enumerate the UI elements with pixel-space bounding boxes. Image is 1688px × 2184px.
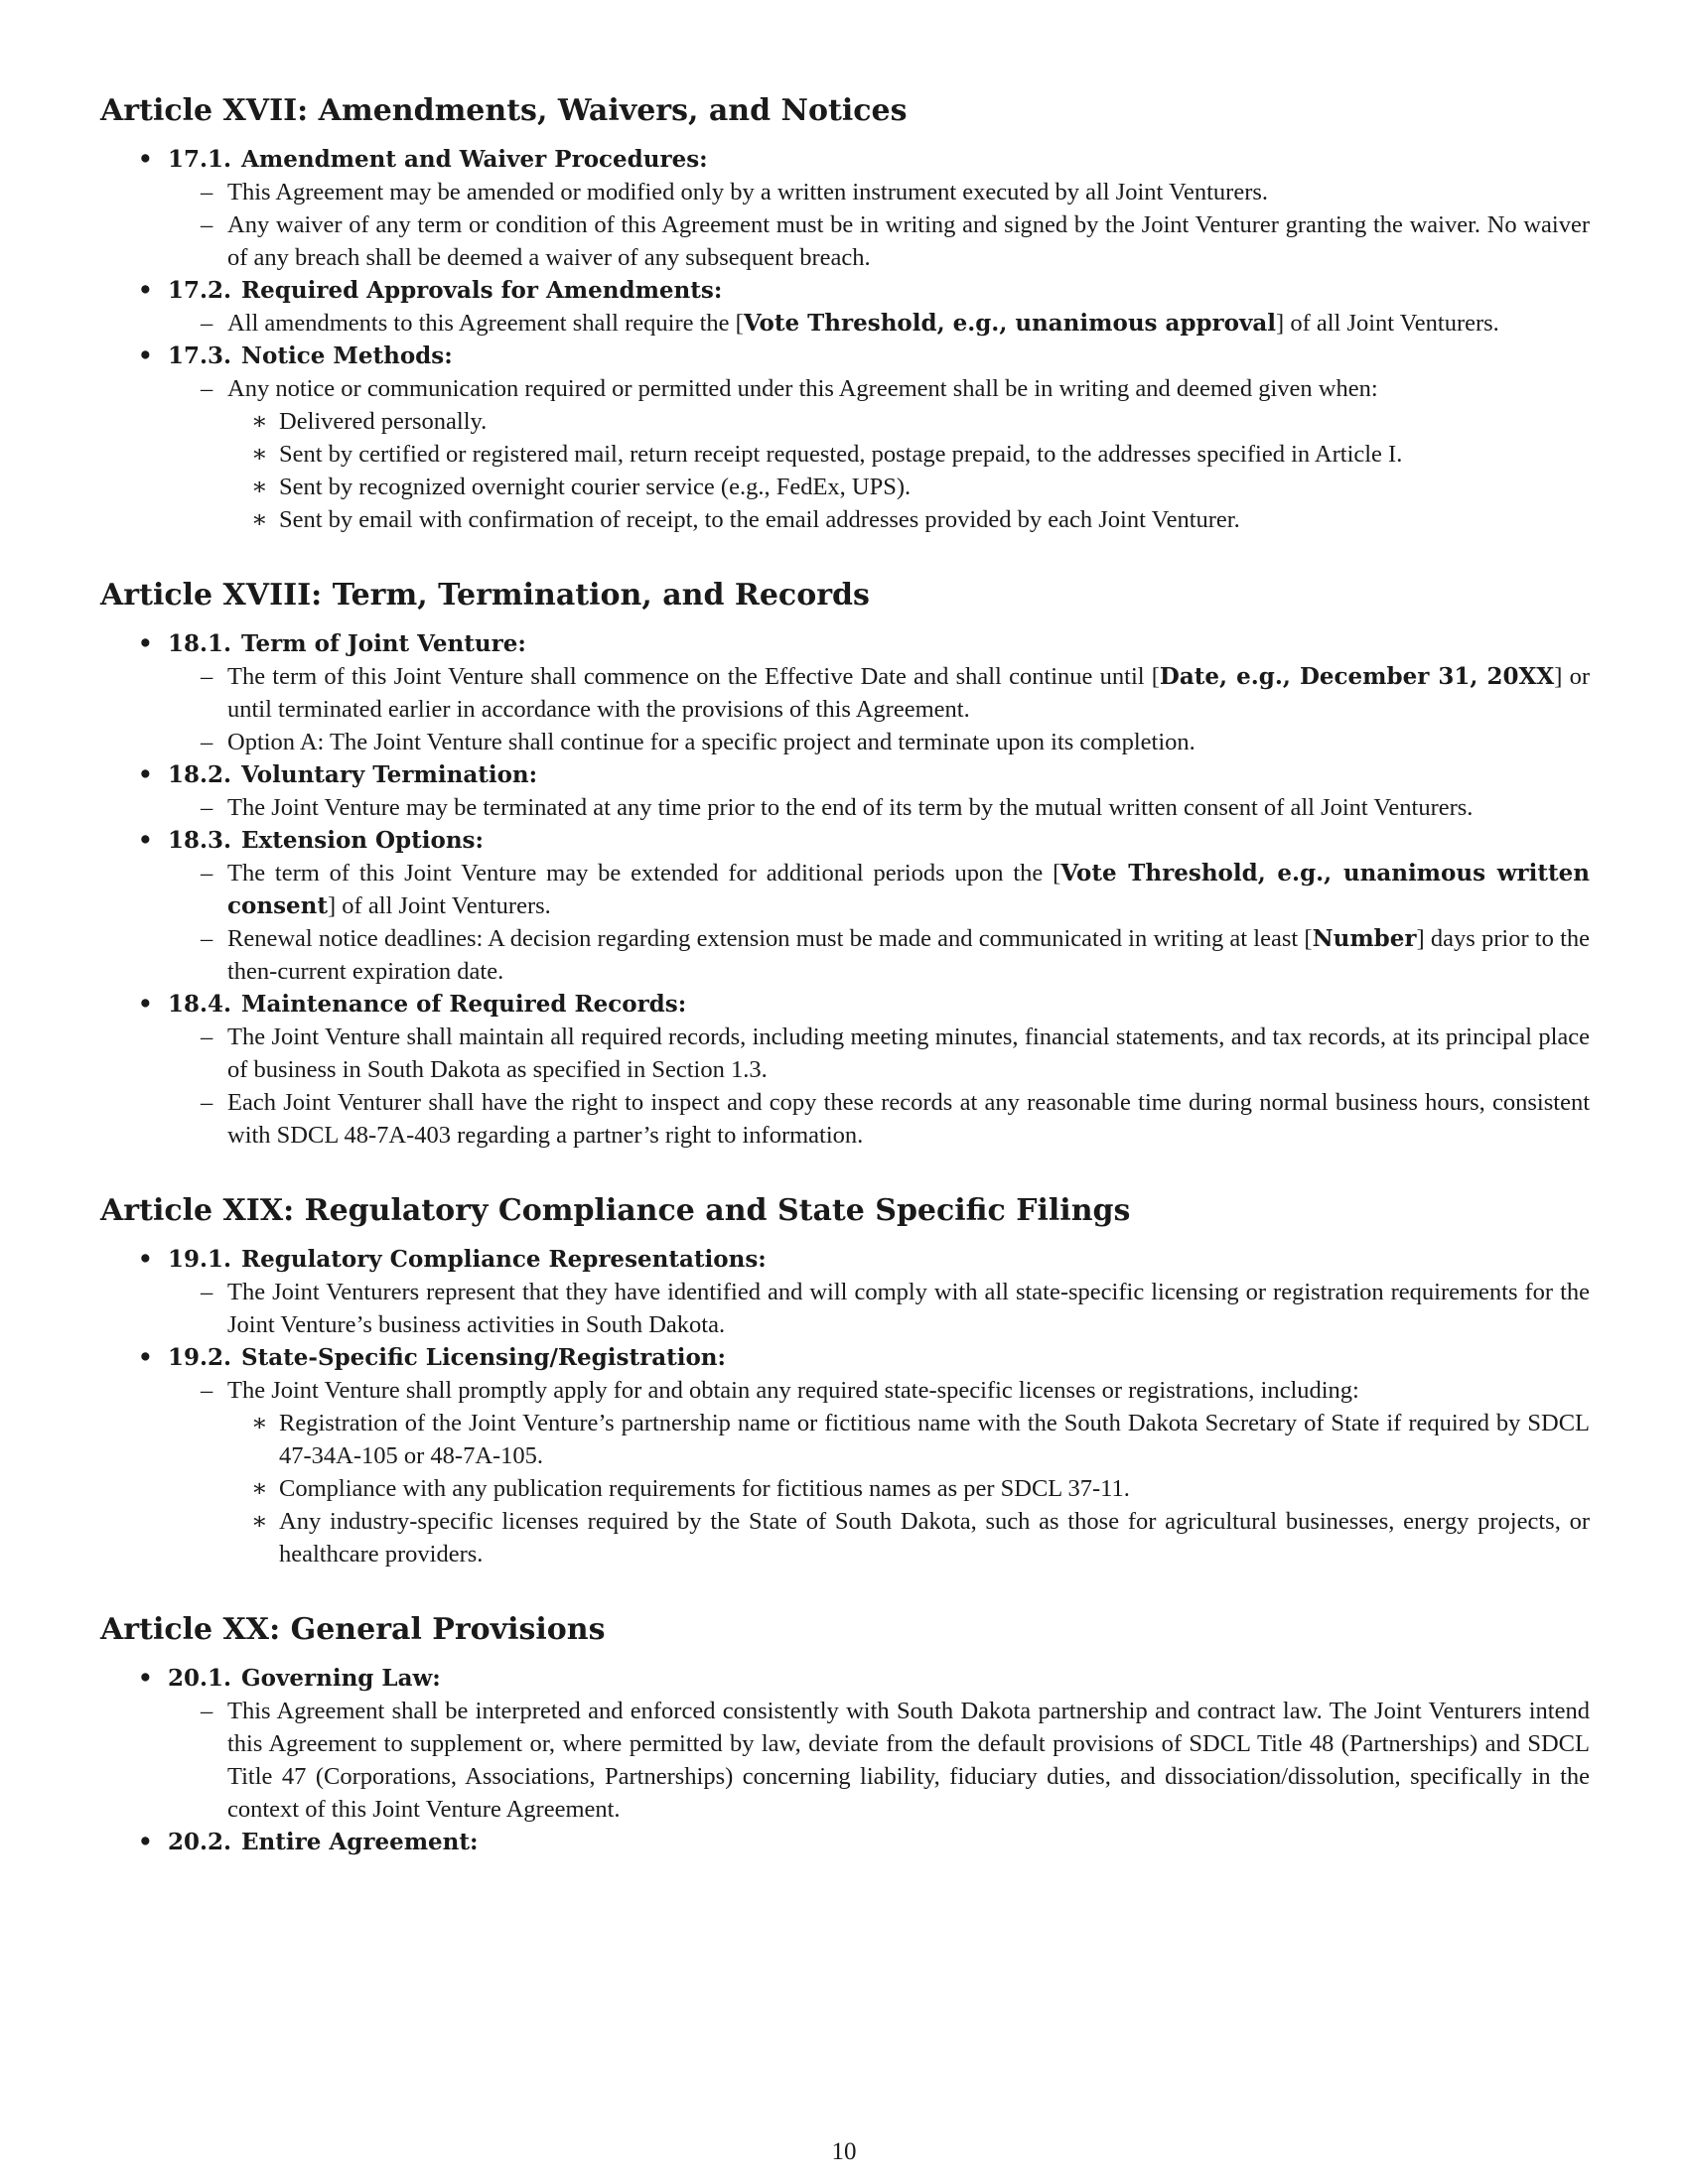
list-item bbox=[100, 176, 1590, 208]
asterisk-icon: ∗ bbox=[251, 1475, 268, 1502]
placeholder-field: Number bbox=[1312, 925, 1417, 952]
list-item bbox=[100, 1276, 1590, 1341]
dash-icon: – bbox=[201, 1377, 213, 1404]
section-heading bbox=[100, 627, 1590, 660]
section-heading bbox=[100, 143, 1590, 176]
section-title: Governing Law: bbox=[241, 1665, 441, 1692]
bullet-icon: • bbox=[138, 630, 153, 657]
asterisk-icon: ∗ bbox=[251, 441, 268, 468]
dash-icon: – bbox=[201, 1024, 213, 1050]
page-number: 10 bbox=[831, 2138, 857, 2165]
section-title: Required Approvals for Amendments: bbox=[241, 277, 723, 304]
sub-list-item bbox=[100, 503, 1590, 536]
list-item bbox=[100, 208, 1590, 274]
item-text: The Joint Venture shall promptly apply for and obtain any required state-specific licenses or registrations, including: bbox=[227, 1377, 1359, 1404]
item-text: Each Joint Venturer shall have the right to inspect and copy these records at any reasonable time during normal business hours, consistent with SDCL 48-7A-403 regarding a partner’s right to information. bbox=[227, 1089, 1590, 1149]
item-text: Option A: The Joint Venture shall continue for a specific project and terminate upon its completion. bbox=[227, 729, 1196, 755]
list-item bbox=[100, 1086, 1590, 1152]
placeholder-field: Date, e.g., December 31, 20XX bbox=[1159, 663, 1555, 690]
section-title: Amendment and Waiver Procedures: bbox=[241, 146, 708, 173]
item-text: The Joint Venture shall maintain all required records, including meeting minutes, financial statements, and tax records, at its principal place of business in South Dakota as specified in Section 1.3. bbox=[227, 1024, 1590, 1083]
section-heading bbox=[100, 988, 1590, 1021]
sub-item-text: Delivered personally. bbox=[279, 408, 488, 435]
dash-icon: – bbox=[201, 794, 213, 821]
bullet-icon: • bbox=[138, 827, 153, 854]
list-item bbox=[100, 791, 1590, 824]
bullet-icon: • bbox=[138, 1665, 153, 1692]
sub-list-item bbox=[100, 471, 1590, 503]
section-heading bbox=[100, 1243, 1590, 1276]
placeholder-field: Vote Threshold, e.g., unanimous written consent bbox=[227, 860, 1590, 919]
bullet-icon: • bbox=[138, 1829, 153, 1855]
dash-icon: – bbox=[201, 1698, 213, 1724]
item-text-pre: Renewal notice deadlines: A decision regarding extension must be made and communicated in writing at least [ bbox=[227, 925, 1313, 952]
section-title: Entire Agreement: bbox=[241, 1829, 479, 1855]
item-text-post: ] days prior to the then-current expiration date. bbox=[227, 925, 1590, 985]
bullet-icon: • bbox=[138, 991, 153, 1018]
section-heading bbox=[100, 1341, 1590, 1374]
section-number: 17.2. bbox=[168, 277, 232, 304]
asterisk-icon: ∗ bbox=[251, 474, 268, 500]
dash-icon: – bbox=[201, 375, 213, 402]
section-heading bbox=[100, 274, 1590, 307]
section-title: Notice Methods: bbox=[241, 342, 453, 369]
dash-icon: – bbox=[201, 925, 213, 952]
item-text: This Agreement shall be interpreted and enforced consistently with South Dakota partnership and contract law. The Joint Venturers intend this Agreement to supplement or, where permitted by law, deviate from the default provisions of SDCL Title 48 (Partnerships) and SDCL Title 47 (Corporations, Associations, Partnerships) concerning liability, fiduciary duties, and dissociation/dissolution, specifically in the context of this Joint Venture Agreement. bbox=[227, 1698, 1590, 1823]
section-title: Voluntary Termination: bbox=[241, 761, 538, 788]
item-text: Any notice or communication required or permitted under this Agreement shall be in writing and deemed given when: bbox=[227, 375, 1378, 402]
section-heading bbox=[100, 758, 1590, 791]
article-heading: Article XX: General Provisions bbox=[100, 1612, 606, 1647]
section-title: Term of Joint Venture: bbox=[241, 630, 526, 657]
item-text-post: ] of all Joint Venturers. bbox=[328, 892, 551, 919]
bullet-icon: • bbox=[138, 277, 153, 304]
list-item bbox=[100, 922, 1590, 988]
section-number: 18.3. bbox=[168, 827, 232, 854]
section-number: 20.2. bbox=[168, 1829, 232, 1855]
item-text: The Joint Venturers represent that they have identified and will comply with all state-specific licensing or registration requirements for the Joint Venture’s business activities in South Dakota. bbox=[227, 1279, 1590, 1338]
dash-icon: – bbox=[201, 310, 213, 337]
sub-item-text: Sent by certified or registered mail, return receipt requested, postage prepaid, to the addresses specified in Article I. bbox=[279, 441, 1403, 468]
sub-item-text: Registration of the Joint Venture’s partnership name or fictitious name with the South Dakota Secretary of State if required by SDCL 47-34A-105 or 48-7A-105. bbox=[279, 1410, 1590, 1469]
section-number: 18.1. bbox=[168, 630, 232, 657]
list-item bbox=[100, 1374, 1590, 1407]
article-heading: Article XVIII: Term, Termination, and Records bbox=[100, 578, 870, 613]
list-item bbox=[100, 1695, 1590, 1826]
asterisk-icon: ∗ bbox=[251, 506, 268, 533]
sub-item-text: Sent by recognized overnight courier service (e.g., FedEx, UPS). bbox=[279, 474, 912, 500]
bullet-icon: • bbox=[138, 1246, 153, 1273]
list-item bbox=[100, 857, 1590, 922]
section-number: 19.2. bbox=[168, 1344, 232, 1371]
sub-item-text: Any industry-specific licenses required by the State of South Dakota, such as those for agricultural businesses, energy projects, or healthcare providers. bbox=[279, 1508, 1590, 1568]
item-text-pre: The term of this Joint Venture may be extended for additional periods upon the [ bbox=[227, 860, 1061, 887]
bullet-icon: • bbox=[138, 146, 153, 173]
section-number: 17.3. bbox=[168, 342, 232, 369]
bullet-icon: • bbox=[138, 1344, 153, 1371]
section-number: 19.1. bbox=[168, 1246, 232, 1273]
section-title: Maintenance of Required Records: bbox=[241, 991, 687, 1018]
section-number: 18.4. bbox=[168, 991, 232, 1018]
list-item bbox=[100, 726, 1590, 758]
list-item bbox=[100, 1021, 1590, 1086]
item-text: Any waiver of any term or condition of this Agreement must be in writing and signed by the Joint Venturer granting the waiver. No waiver of any breach shall be deemed a waiver of any subsequent breach. bbox=[227, 211, 1590, 271]
section-number: 17.1. bbox=[168, 146, 232, 173]
item-text: This Agreement may be amended or modified only by a written instrument executed by all Joint Venturers. bbox=[227, 179, 1269, 205]
section-title: Extension Options: bbox=[241, 827, 484, 854]
item-text-post: ] or until terminated earlier in accordance with the provisions of this Agreement. bbox=[227, 663, 1590, 723]
dash-icon: – bbox=[201, 1089, 213, 1116]
article-heading: Article XVII: Amendments, Waivers, and Notices bbox=[100, 93, 908, 128]
dash-icon: – bbox=[201, 179, 213, 205]
dash-icon: – bbox=[201, 729, 213, 755]
item-text-post: ] of all Joint Venturers. bbox=[1276, 310, 1499, 337]
section-heading bbox=[100, 824, 1590, 857]
section-title: Regulatory Compliance Representations: bbox=[241, 1246, 767, 1273]
dash-icon: – bbox=[201, 1279, 213, 1305]
section-heading bbox=[100, 1826, 1590, 1858]
sub-list-item bbox=[100, 1407, 1590, 1472]
placeholder-field: Vote Threshold, e.g., unanimous approval bbox=[743, 310, 1277, 337]
list-item bbox=[100, 660, 1590, 726]
list-item bbox=[100, 372, 1590, 405]
asterisk-icon: ∗ bbox=[251, 1410, 268, 1436]
section-number: 20.1. bbox=[168, 1665, 232, 1692]
sub-list-item bbox=[100, 438, 1590, 471]
asterisk-icon: ∗ bbox=[251, 1508, 268, 1535]
list-item bbox=[100, 307, 1590, 340]
sub-item-text: Compliance with any publication requirements for fictitious names as per SDCL 37-11. bbox=[279, 1475, 1130, 1502]
document-page bbox=[100, 91, 1590, 1858]
item-text: The Joint Venture may be terminated at any time prior to the end of its term by the mutual written consent of all Joint Venturers. bbox=[227, 794, 1474, 821]
asterisk-icon: ∗ bbox=[251, 408, 268, 435]
sub-list-item bbox=[100, 1505, 1590, 1570]
item-text-pre: All amendments to this Agreement shall require the [ bbox=[227, 310, 744, 337]
section-heading bbox=[100, 340, 1590, 372]
section-title: State-Specific Licensing/Registration: bbox=[241, 1344, 727, 1371]
dash-icon: – bbox=[201, 211, 213, 238]
article-heading: Article XIX: Regulatory Compliance and State Specific Filings bbox=[100, 1193, 1131, 1228]
section-heading bbox=[100, 1662, 1590, 1695]
section-number: 18.2. bbox=[168, 761, 232, 788]
sub-list-item bbox=[100, 405, 1590, 438]
item-text-pre: The term of this Joint Venture shall commence on the Effective Date and shall continue until [ bbox=[227, 663, 1160, 690]
bullet-icon: • bbox=[138, 761, 153, 788]
sub-item-text: Sent by email with confirmation of receipt, to the email addresses provided by each Joint Venturer. bbox=[279, 506, 1240, 533]
dash-icon: – bbox=[201, 860, 213, 887]
dash-icon: – bbox=[201, 663, 213, 690]
sub-list-item bbox=[100, 1472, 1590, 1505]
bullet-icon: • bbox=[138, 342, 153, 369]
